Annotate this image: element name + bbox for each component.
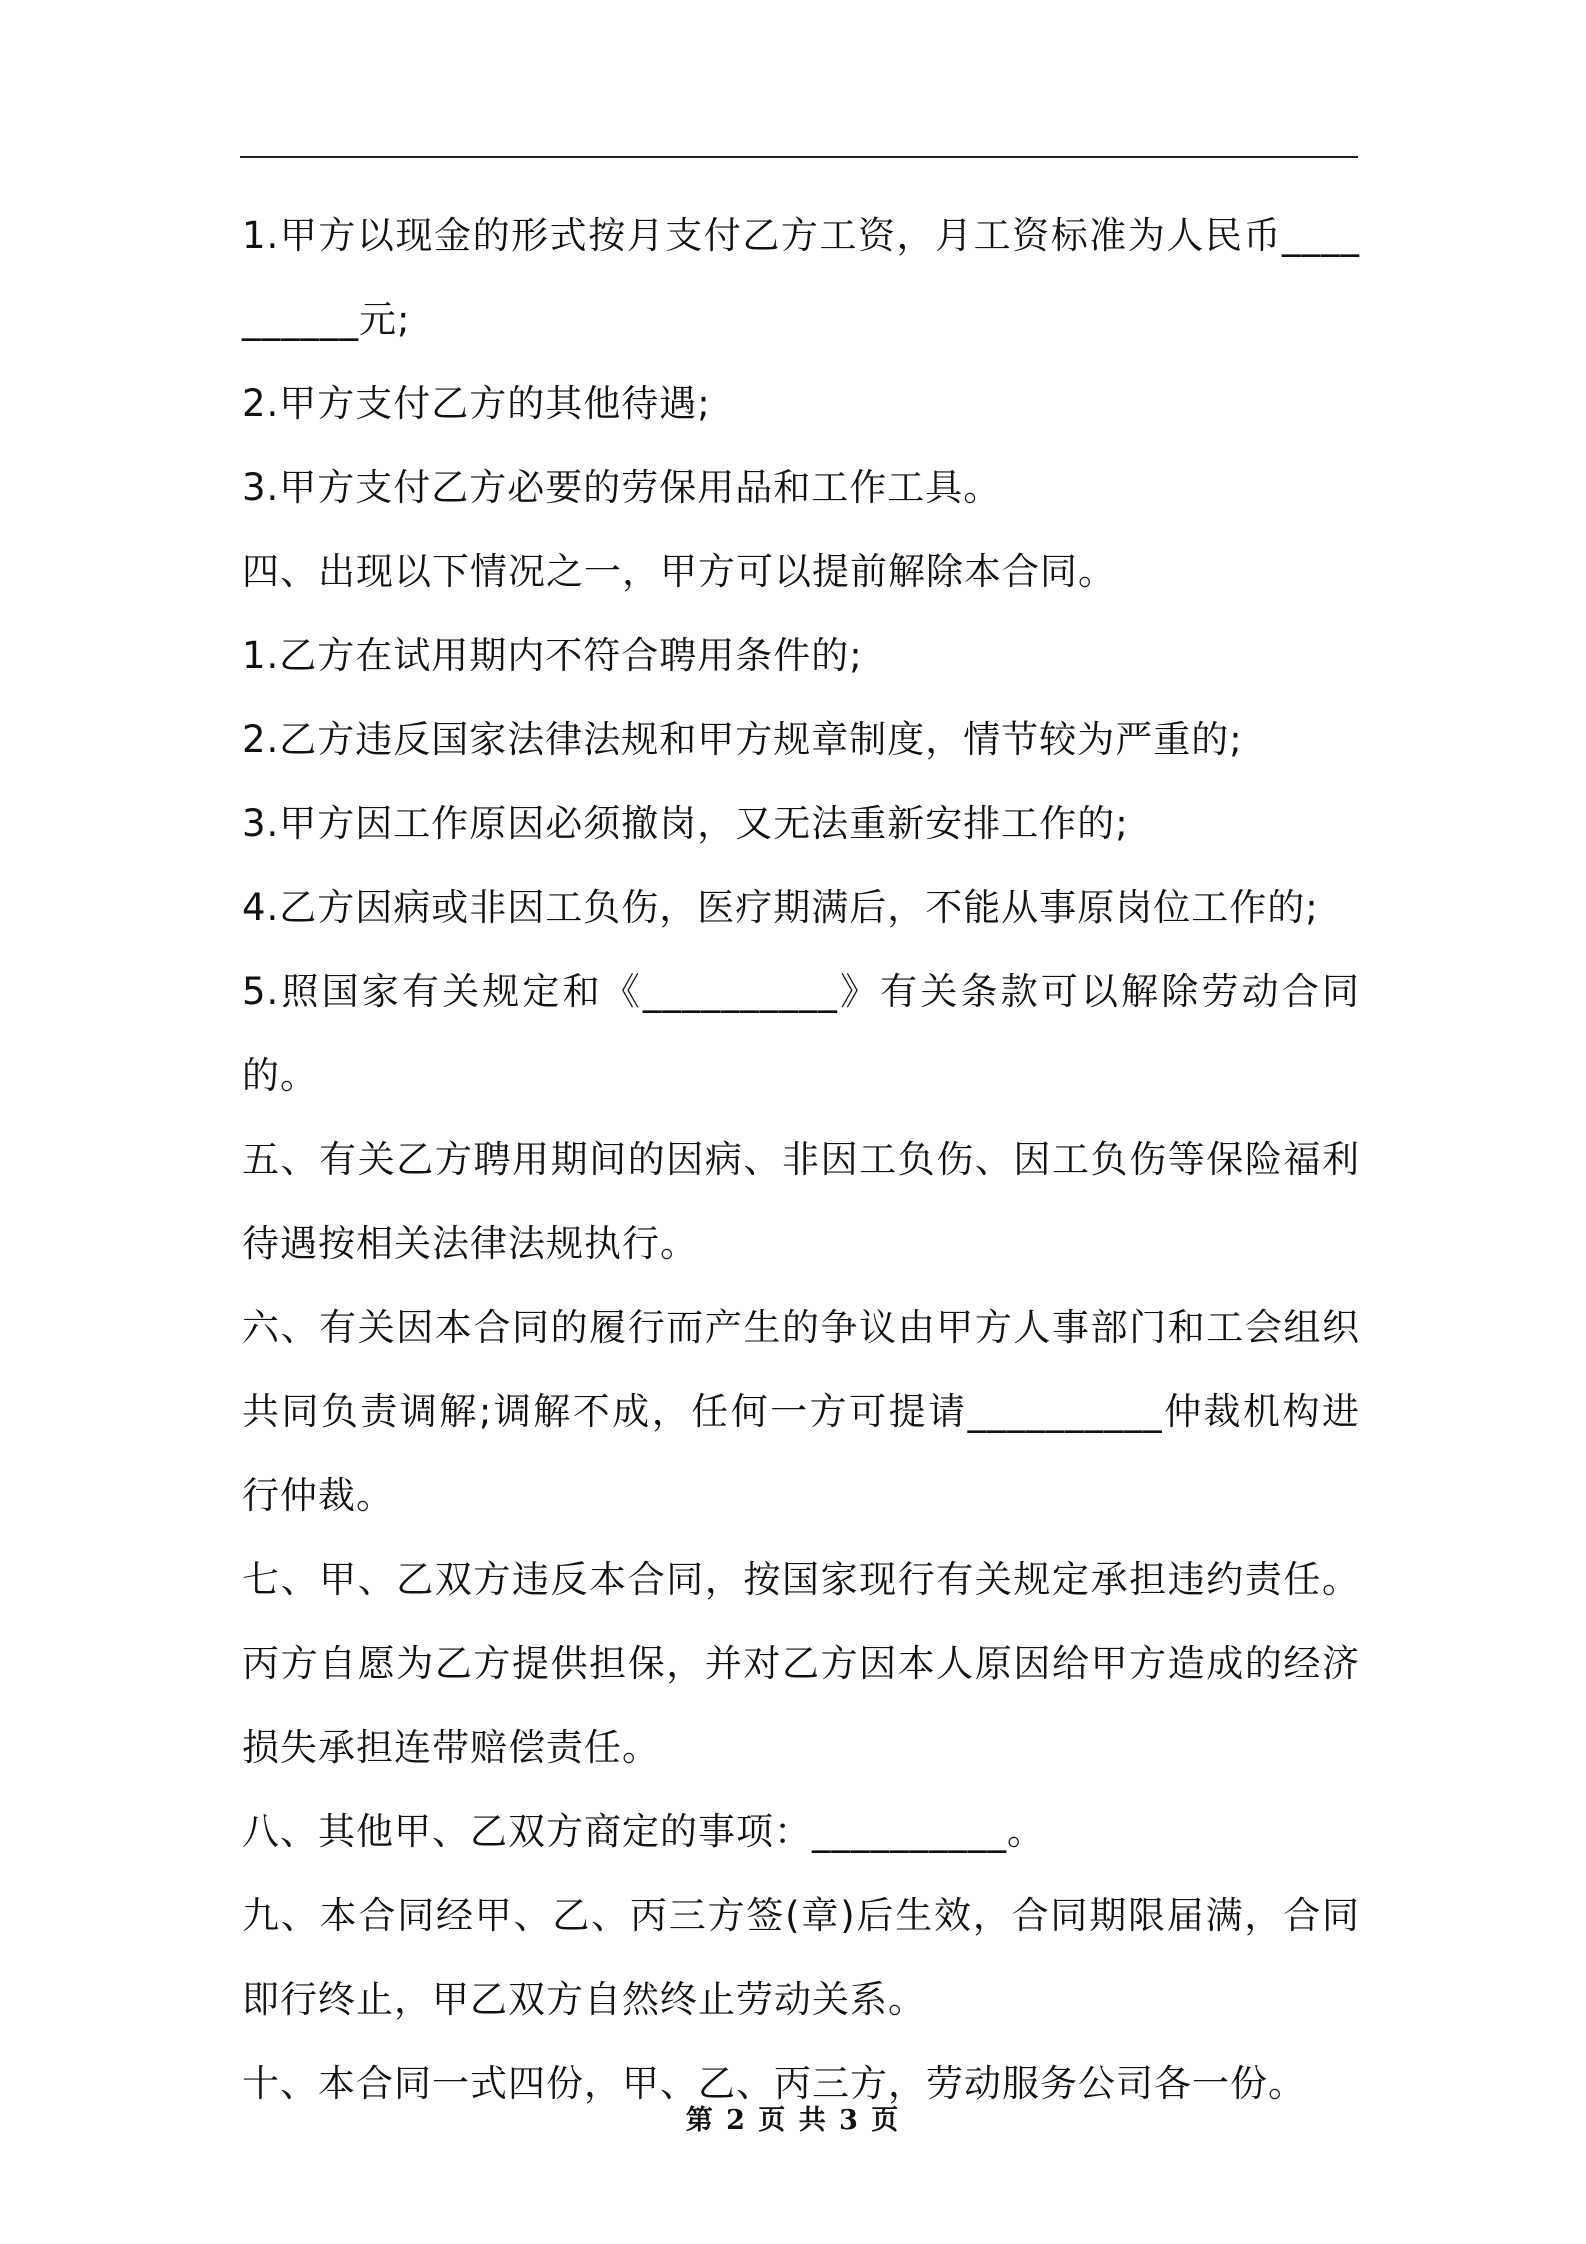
contract-body [242, 194, 1360, 2126]
paragraph: 5.照国家有关规定和《__________》有关条款可以解除劳动合同的。 [242, 970, 1360, 1097]
page-number-label: 第 2 页 共 3 页 [685, 2105, 901, 2136]
paragraph: 四、出现以下情况之一，甲方可以提前解除本合同。 [242, 550, 1116, 593]
page-number-footer [0, 2098, 1586, 2137]
paragraph: 1.乙方在试用期内不符合聘用条件的; [242, 634, 863, 677]
paragraph: 八、其他甲、乙双方商定的事项：__________。 [242, 1810, 1045, 1853]
header-divider [240, 156, 1358, 158]
paragraph: 五、有关乙方聘用期间的因病、非因工负伤、因工负伤等保险福利待遇按相关法律法规执行。 [242, 1138, 1360, 1265]
paragraph: 1.甲方以现金的形式按月支付乙方工资，月工资标准为人民币__________元; [242, 214, 1360, 341]
paragraph: 2.乙方违反国家法律法规和甲方规章制度，情节较为严重的; [242, 718, 1243, 761]
paragraph: 十、本合同一式四份，甲、乙、丙三方，劳动服务公司各一份。 [242, 2062, 1306, 2105]
paragraph: 2.甲方支付乙方的其他待遇; [242, 382, 711, 425]
paragraph: 九、本合同经甲、乙、丙三方签(章)后生效，合同期限届满，合同即行终止，甲乙双方自然终止劳动关系。 [242, 1894, 1360, 2021]
paragraph: 3.甲方因工作原因必须撤岗，又无法重新安排工作的; [242, 802, 1129, 845]
paragraph: 4.乙方因病或非因工负伤，医疗期满后，不能从事原岗位工作的; [242, 886, 1319, 929]
paragraph: 六、有关因本合同的履行而产生的争议由甲方人事部门和工会组织共同负责调解;调解不成，任何一方可提请__________仲裁机构进行仲裁。 [242, 1306, 1360, 1517]
paragraph: 3.甲方支付乙方必要的劳保用品和工作工具。 [242, 466, 1002, 509]
paragraph: 七、甲、乙双方违反本合同，按国家现行有关规定承担违约责任。丙方自愿为乙方提供担保，并对乙方因本人原因给甲方造成的经济损失承担连带赔偿责任。 [242, 1558, 1360, 1769]
